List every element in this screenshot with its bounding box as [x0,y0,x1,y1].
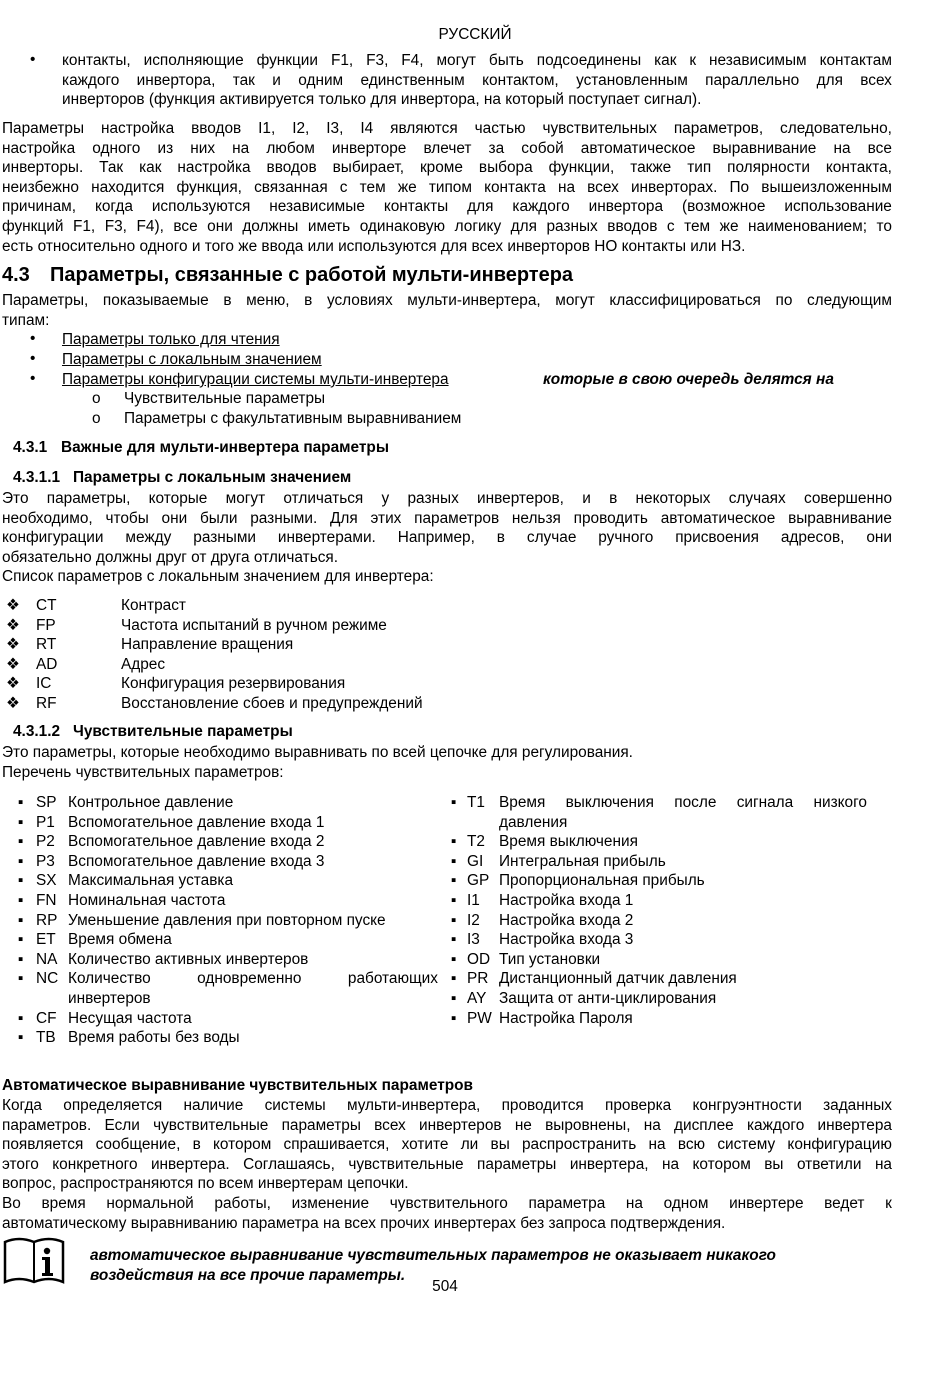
param-code: T2 [467,833,485,851]
diamond-bullet-icon: ❖ [6,636,20,654]
square-bullet-icon: ▪ [451,892,457,909]
page-header: РУССКИЙ [438,26,512,43]
param-description: Количество активных инвертеров [68,950,309,968]
type-read-only: Параметры только для чтения [62,331,280,348]
justified-text: Количество одновременно работающих [68,970,438,988]
square-bullet-icon: ▪ [18,931,24,949]
param-description: Частота испытаний в ручном режиме [121,616,387,634]
justified-text: настройка одного из них на любом инверторе влечет за собой автоматическое выравнивание на все [2,139,892,157]
square-bullet-icon: ▪ [18,833,24,851]
param-code: NC [36,970,59,988]
justified-text: конфигурации между разными инвертерами. Например, в случае ручного присвоения адресов, они [2,529,892,547]
param-description: Тип установки [499,950,601,968]
square-bullet-icon: ▪ [451,852,457,870]
param-code: FN [36,892,57,909]
justified-text: появляется сообщение, в котором спрашивается, хотите ли вы распространить на всю систему конфигурацию [2,1136,892,1154]
justified-text: инверторы. Так как настройка вводов выбирает, кроме выбора функции, также тип полярности контакта, [2,159,892,177]
diamond-bullet-icon: ❖ [6,695,20,712]
param-code: AD [36,655,58,673]
justified-text: неизбежно находится функция, связанная с тем же типом контакта на всех инверторах. По вышеизложенным [2,178,892,196]
section-number: 4.3.1.1 [13,469,61,486]
param-code: RF [36,695,57,712]
square-bullet-icon: ▪ [18,892,24,909]
param-code: GI [467,852,484,870]
param-code: ET [36,931,56,949]
param-description: Время выключения [499,833,638,851]
square-bullet-icon: ▪ [18,872,24,890]
paragraph-line [2,217,892,237]
justified-text: каждого инвертора, так и одним единственным контактом, установленным параллельно для всех [62,72,892,89]
intro-bullet-line-3: инверторов (функция активируется только для инвертора, на который поступает сигнал). [62,91,702,108]
param-description: Максимальная уставка [68,872,234,890]
paragraph-line [2,119,892,139]
paragraph-line [2,1155,892,1175]
param-code: IC [36,675,52,693]
param-description: Настройка Пароля [499,1009,633,1027]
square-bullet-icon: ▪ [451,794,457,811]
types-note: которые в свою очередь делятся на [543,371,834,388]
param-code: P2 [36,833,55,851]
paragraph-line [2,291,892,311]
param-code: I3 [467,931,480,949]
paragraph-line [2,489,892,509]
param-code: GP [467,872,490,890]
justified-text: Когда определяется наличие системы мульти-инвертера, проводится проверка конгруэнтности заданных [2,1097,892,1114]
section-title: Важные для мульти-инвертера параметры [61,439,389,456]
paragraph-line [2,197,892,217]
paragraph-line: обязательно должны друг от друга отличаться. [2,548,339,566]
bullet-dot: • [30,51,36,68]
param-code: OD [467,950,491,968]
square-bullet-icon: ▪ [18,852,24,870]
paragraph-line [2,158,892,178]
param-code: SP [36,794,57,811]
param-description: Вспомогательное давление входа 3 [68,852,325,870]
section-heading-4-3-1 [13,439,389,457]
paragraph-line [2,1194,892,1214]
diamond-bullet-icon: ❖ [6,597,20,614]
param-code: P1 [36,813,55,831]
param-code: FP [36,616,56,634]
square-bullet-icon: ▪ [18,950,24,968]
param-description: Время работы без воды [68,1029,240,1047]
square-bullet-icon: ▪ [451,833,457,851]
page-number: 504 [432,1278,458,1295]
param-description: Адрес [121,655,166,673]
param-description [499,793,867,813]
justified-text: Это параметры, которые могут отличаться у разных инвертеров, и в некоторых случаях совершенно [2,490,892,507]
subtype-marker: o [92,390,101,407]
section-heading-4-3-1-1 [13,469,351,487]
subtype-optional: Параметры с факультативным выравниванием [124,410,462,427]
param-code: AY [467,990,487,1007]
param-description [68,969,438,989]
diamond-bullet-icon: ❖ [6,655,20,673]
paragraph-sensitive: Это параметры, которые необходимо выравнивать по всей цепочке для регулирования. [2,744,633,761]
param-description: Настройка входа 1 [499,892,634,909]
param-code: P3 [36,852,55,870]
param-code: RP [36,911,58,929]
param-description: Настройка входа 3 [499,931,634,949]
subtype-marker: o [92,410,101,427]
diamond-bullet-icon: ❖ [6,616,20,634]
square-bullet-icon: ▪ [451,872,457,890]
local-list-intro: Список параметров с локальным значением для инвертера: [2,568,434,585]
justified-text: Параметры, показываемые в меню, в условиях мульти-инвертера, могут классифицироваться по следующим [2,292,892,309]
paragraph-line [2,139,892,159]
square-bullet-icon: ▪ [18,911,24,929]
square-bullet-icon: ▪ [451,950,457,968]
section-title: Параметры, связанные с работой мульти-инвертера [50,264,574,286]
param-code: PR [467,970,489,988]
square-bullet-icon: ▪ [18,794,24,811]
param-description: Контрольное давление [68,794,234,811]
param-code: I2 [467,911,480,929]
intro-bullet-line-2 [62,71,892,91]
square-bullet-icon: ▪ [18,1009,24,1027]
param-description: Пропорциональная прибыль [499,872,705,890]
subtype-sensitive: Чувствительные параметры [124,390,326,407]
justified-text: этого конкретного инвертера. Соглашаясь, чувствительные параметры инвертера, на котором вы ответили на [2,1155,892,1173]
param-description: Время обмена [68,931,172,949]
type-system-config: Параметры конфигурации системы мульти-инвертера [62,371,449,388]
justified-text: Во время нормальной работы, изменение чувствительного параметра на одном инвертере ведет к [2,1195,892,1212]
paragraph-line [2,1096,892,1116]
param-description: Вспомогательное давление входа 2 [68,833,325,851]
paragraph-line: вопрос, распространяются по всем инвертерам цепочки. [2,1175,409,1193]
justified-text: Параметры настройка вводов I1, I2, I3, I4 являются частью чувствительных параметров, следовательно, [2,120,892,137]
square-bullet-icon: ▪ [18,813,24,831]
justified-text: контакты, исполняющие функции F1, F3, F4, могут быть подсоединены как к независимым контактам [62,52,892,69]
section-number: 4.3 [2,264,30,286]
param-code: TB [36,1029,56,1047]
paragraph-line [2,528,892,548]
param-description: Восстановление сбоев и предупреждений [121,695,423,712]
bullet-dot: • [30,350,36,367]
justified-text: необходимо, чтобы они были разными. Для этих параметров нельзя проводить автоматическое выравнивание [2,509,892,527]
justified-text: причинам, когда используются независимые контакты для каждого инвертора (возможное использование [2,198,892,216]
section-title: Параметры с локальным значением [73,469,352,486]
param-description: Интегральная прибыль [499,852,666,870]
paragraph-line [2,509,892,529]
square-bullet-icon: ▪ [451,911,457,929]
paragraph-line: типам: [2,311,50,329]
param-description-cont: давления [499,813,568,831]
param-description-cont: инвертеров [68,990,151,1007]
param-description: Уменьшение давления при повторном пуске [68,911,386,929]
square-bullet-icon: ▪ [451,990,457,1007]
section-title: Чувствительные параметры [73,723,293,740]
paragraph-line: автоматическому выравниванию параметра на всех прочих инвертерах без запроса подтверждения. [2,1214,726,1232]
type-local-value: Параметры с локальным значением [62,351,322,368]
square-bullet-icon: ▪ [451,931,457,949]
diamond-bullet-icon: ❖ [6,675,20,693]
section-heading-4-3-1-2 [13,723,293,741]
section-heading-4-3 [2,264,573,287]
param-code: I1 [467,892,480,909]
sensitive-intro: Перечень чувствительных параметров: [2,764,284,781]
param-code: NA [36,950,58,968]
param-description: Настройка входа 2 [499,911,634,929]
auto-alignment-heading: Автоматическое выравнивание чувствительных параметров [2,1077,473,1094]
param-description: Несущая частота [68,1009,192,1027]
param-description: Номинальная частота [68,892,226,909]
square-bullet-icon: ▪ [451,1009,457,1027]
param-code: CF [36,1009,57,1027]
paragraph-line: есть относительно одного и того же ввода или используются для всех инверторов НО контакты или НЗ. [2,237,746,255]
param-description: Дистанционный датчик давления [499,970,737,988]
bullet-dot: • [30,330,36,347]
param-description: Конфигурация резервирования [121,675,346,693]
bullet-dot: • [30,370,36,387]
param-code: PW [467,1009,492,1027]
paragraph-line [2,178,892,198]
square-bullet-icon: ▪ [18,1029,24,1047]
square-bullet-icon: ▪ [451,970,457,988]
justified-text: параметров. Если чувствительные параметры всех инвертеров не выровнены, на дисплее каждого инвертера [2,1116,892,1134]
param-code: T1 [467,794,485,811]
param-code: CT [36,597,57,614]
section-number: 4.3.1 [13,439,48,456]
param-code: RT [36,636,57,654]
note-line-2: воздействия на все прочие параметры. [90,1267,406,1284]
param-description: Защита от анти-циклирования [499,990,717,1007]
square-bullet-icon: ▪ [18,970,24,988]
param-code: SX [36,872,57,890]
paragraph-line [2,1116,892,1136]
param-description: Контраст [121,597,186,614]
justified-text: функций F1, F3, F4), все они должны иметь одинаковую логику для разных вводов с тем же наименованием; то [2,218,892,235]
justified-text: Время выключения после сигнала низкого [499,794,867,811]
section-number: 4.3.1.2 [13,723,61,740]
paragraph-line [2,1135,892,1155]
param-description: Вспомогательное давление входа 1 [68,813,325,831]
note-line-1: автоматическое выравнивание чувствительных параметров не оказывает никакого [90,1247,776,1264]
param-description: Направление вращения [121,636,294,654]
intro-bullet-line-1 [62,51,892,71]
